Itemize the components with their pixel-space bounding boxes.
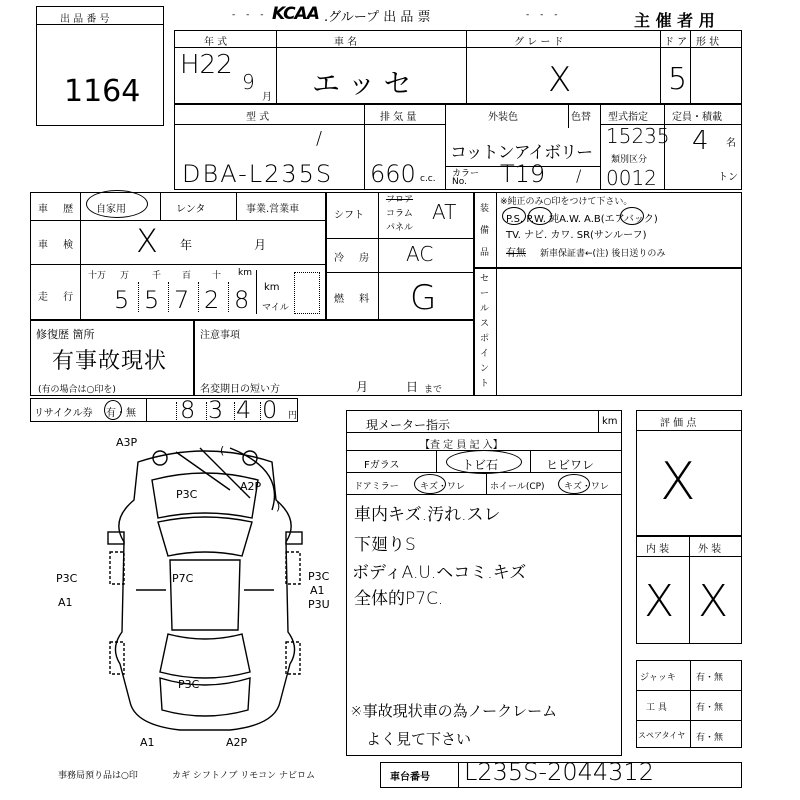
- diagram-headlight-left: [153, 451, 167, 465]
- inspector-line-5: ※事故現状車の為ノークレーム: [350, 702, 558, 720]
- lot-label: 出 品 番 号: [60, 14, 110, 25]
- ps-circle: [502, 207, 526, 225]
- doors-value: 5: [668, 62, 688, 97]
- recycle-digit-1: 8: [180, 396, 196, 424]
- tool-jack-label: ジャッキ: [640, 673, 676, 683]
- shift-floor-option: フロア: [386, 195, 414, 205]
- label-a1-left: A1: [58, 596, 73, 609]
- tool-spare-label: スペアタイヤ: [638, 731, 686, 740]
- model-spec-value: 15235: [606, 124, 670, 148]
- interior-label: 内 装: [646, 544, 670, 555]
- score-value: X: [660, 452, 696, 512]
- fuel-value: G: [410, 278, 437, 318]
- grade-value: X: [548, 60, 572, 100]
- diagram-rear-window: [160, 634, 250, 678]
- recycle-digit-4: 0: [262, 396, 278, 424]
- interior-value: X: [644, 576, 675, 627]
- glass-crack-option: ヒビワレ: [546, 458, 595, 472]
- color-no-label: No.: [452, 177, 467, 187]
- tool-spare-value: 有・無: [696, 733, 724, 743]
- meter-label: 現メーター指示: [366, 418, 451, 432]
- tool-jack-value: 有・無: [696, 673, 724, 683]
- color-code-value: T19: [500, 160, 546, 188]
- inspector-label: 【査 定 員 記 入】: [420, 440, 503, 451]
- expiry-until: まで: [424, 385, 443, 395]
- car-name-value: エッセ: [312, 67, 420, 100]
- equipment-line-2: TV. ナビ. カワ. SR(サンルーフ): [506, 230, 647, 241]
- glass-chip-circle: [446, 450, 522, 474]
- exterior-label: 外 装: [698, 544, 722, 555]
- label-a1-bottom: A1: [140, 736, 155, 749]
- equipment-note: ※純正のみ○印をつけて下さい。: [500, 197, 633, 207]
- label-p3c-rear: P3C: [178, 678, 200, 691]
- shift-panel-option: パネル: [386, 223, 414, 233]
- rental-option: レンタ: [176, 204, 206, 215]
- row1-box: [174, 30, 742, 104]
- exterior-value: X: [698, 576, 729, 627]
- shaken-month-unit: 月: [254, 238, 267, 252]
- shaken-year-unit: 年: [180, 238, 193, 252]
- displacement-value: 660: [370, 160, 416, 188]
- grade-label: グ レ ー ド: [514, 37, 564, 48]
- ac-label: 冷 房: [334, 253, 376, 264]
- label-p3c-right: P3C: [308, 570, 330, 583]
- label-p3c-glass: P3C: [176, 488, 198, 501]
- shift-column-option: コラム: [386, 209, 413, 219]
- label-a2p-bottom: A2P: [226, 736, 248, 749]
- mirror-label: ドアミラー: [354, 482, 399, 492]
- brand-logo: KCAA: [272, 4, 319, 24]
- diagram-windshield: [158, 517, 252, 556]
- recycle-yen: 円: [288, 411, 298, 421]
- wheel-label: ホイール(CP): [490, 482, 545, 492]
- commercial-option: 事業.営業車: [246, 204, 300, 215]
- month-value: 9: [242, 70, 255, 94]
- dash-right: - - -: [526, 10, 562, 20]
- notes-label: 注意事項: [200, 330, 240, 341]
- category-label: 類別区分: [611, 155, 648, 165]
- mileage-digit-3: 7: [174, 286, 190, 314]
- month-unit: 月: [262, 92, 272, 103]
- footer-note: 事務局預り品は○印: [58, 771, 138, 781]
- color-label: カラー: [452, 169, 480, 179]
- label-a3p: A3P: [116, 436, 138, 449]
- displacement-label: 排 気 量: [380, 112, 417, 123]
- shaken-label: 車 検: [38, 240, 80, 251]
- lot-number: 1164: [64, 74, 141, 109]
- tool-kit-label: 工 具: [646, 703, 667, 713]
- sales-box: [474, 268, 742, 396]
- inspector-line-4: 全体的P7C.: [354, 589, 444, 609]
- recycle-label: リサイクル券: [34, 408, 93, 419]
- diagram-right-front-wheel: [286, 552, 300, 584]
- wheel-options: キズ・ワレ: [564, 482, 609, 492]
- mileage-km-unit: km: [264, 282, 280, 293]
- model-slash: /: [316, 128, 323, 149]
- category-value: 0012: [606, 166, 657, 190]
- ton-unit: トン: [718, 172, 738, 183]
- glass-label: Fガラス: [364, 460, 400, 471]
- body-label: 形 状: [696, 37, 720, 48]
- history-label: 車 歴: [38, 204, 80, 215]
- own-use-circle: [86, 190, 148, 218]
- color-code-slash: /: [576, 166, 582, 185]
- model-value: DBA-L235S: [182, 160, 334, 188]
- digit-unit-100k: 十万: [88, 271, 107, 281]
- mileage-stamp-box: [294, 272, 320, 314]
- ac-value: AC: [406, 242, 434, 266]
- person-unit: 名: [726, 138, 736, 149]
- diagram-left-front-wheel: [110, 552, 124, 584]
- recycle-presence-circle: [104, 400, 122, 420]
- year-label: 年 式: [204, 37, 228, 48]
- chassis-value: L235S-2044312: [464, 758, 654, 786]
- digit-unit-100: 百: [182, 271, 192, 281]
- mileage-mile-unit: マイル: [262, 303, 289, 313]
- score-label: 評 価 点: [660, 418, 697, 429]
- inspector-line-3: ボディA.U.ヘコミ.キズ: [352, 563, 527, 583]
- glass-chip-option: トビ石: [462, 458, 499, 472]
- cc-unit: c.c.: [420, 174, 436, 184]
- mileage-digit-5: 8: [234, 286, 250, 314]
- footer-items: カギ シフトノブ リモコン ナビロム: [172, 771, 316, 781]
- recycle-presence: 有・無: [106, 408, 136, 419]
- equipment-label: 装 備 品: [480, 204, 490, 258]
- expiry-month-unit: 月: [356, 380, 369, 394]
- sales-label: セ ー ル ス ポ イ ン ト: [480, 274, 490, 389]
- chassis-label: 車台番号: [390, 772, 430, 783]
- label-a2p-top: A2P: [240, 480, 262, 493]
- host-label: 主 催 者 用: [634, 11, 715, 30]
- mileage-digit-1: 5: [114, 286, 130, 314]
- capacity-label: 定員・積載: [672, 112, 722, 123]
- car-damage-diagram: [56, 436, 330, 750]
- car-name-label: 車 名: [334, 37, 358, 48]
- mirror-scratch-circle: [414, 474, 446, 494]
- diagram-roof: [170, 560, 240, 630]
- inspector-line-6: よく見て下さい: [366, 730, 472, 748]
- expiry-day-unit: 日: [406, 380, 419, 394]
- ab-circle: [620, 207, 644, 225]
- color-change-label: 色替: [571, 112, 591, 123]
- label-p7c-roof: P7C: [172, 572, 194, 585]
- digit-unit-10k: 万: [120, 271, 130, 281]
- tool-kit-value: 有・無: [696, 703, 724, 713]
- wheel-scratch-circle: [558, 474, 590, 494]
- equipment-warranty-presence: 有無: [506, 248, 526, 259]
- recycle-digit-3: 4: [236, 396, 252, 424]
- model-label: 型 式: [246, 112, 270, 123]
- label-paren-right: ): [276, 500, 281, 513]
- fuel-label: 燃 料: [334, 294, 376, 305]
- expiry-label: 名変期日の短い方: [200, 384, 280, 395]
- mileage-label: 走 行: [38, 292, 80, 303]
- meter-unit: km: [602, 416, 618, 427]
- repair-value: 有事故現状: [52, 349, 168, 374]
- digit-unit-1k: 千: [152, 271, 162, 281]
- capacity-value: 4: [692, 126, 709, 156]
- repair-note: (有の場合は○印を): [38, 385, 116, 395]
- shift-value: AT: [432, 200, 457, 224]
- inspector-line-1: 車内キズ.汚れ.スレ: [354, 505, 501, 525]
- mirror-options: キズ・ワレ: [420, 482, 465, 492]
- ext-color-value: コットンアイボリー: [450, 143, 593, 163]
- pw-circle: [528, 207, 552, 225]
- label-a1-right: A1: [310, 584, 325, 597]
- label-p3u-right: P3U: [308, 598, 330, 611]
- doors-label: ド ア: [664, 37, 688, 48]
- era-year-value: H22: [180, 50, 233, 80]
- dash-left: - - -: [232, 10, 268, 20]
- label-p3c-left: P3C: [56, 572, 78, 585]
- diagram-trunk: [160, 678, 250, 716]
- ext-color-label: 外装色: [488, 112, 518, 123]
- digit-unit-km-top: km: [238, 268, 252, 278]
- model-spec-label: 型式指定: [608, 112, 648, 123]
- sheet-title: .グループ 出 品 票: [324, 10, 431, 25]
- mileage-digit-4: 2: [204, 286, 220, 314]
- label-paren-left: (: [220, 444, 225, 457]
- own-use-option: 自家用: [96, 204, 126, 215]
- equipment-line-1: P.S. P.W. 純A.W. A.B(エアバック): [506, 214, 658, 225]
- inspector-line-2: 下廻りS: [354, 535, 416, 555]
- shaken-value: X: [136, 222, 158, 260]
- digit-unit-10: 十: [212, 271, 222, 281]
- mileage-digit-2: 5: [144, 286, 160, 314]
- recycle-digit-2: 3: [208, 396, 224, 424]
- shift-label: シフト: [334, 210, 364, 221]
- equipment-line-3: 新車保証書←(注) 後日送りのみ: [540, 249, 666, 259]
- repair-label: 修復歴 箇所: [36, 328, 95, 341]
